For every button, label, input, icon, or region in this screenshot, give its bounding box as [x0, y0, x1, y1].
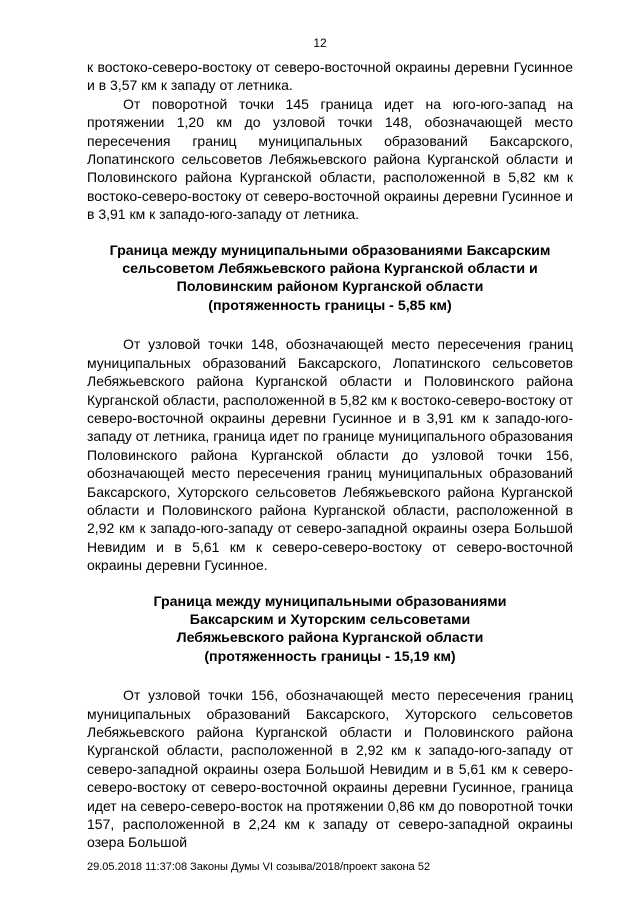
spacer: [87, 224, 573, 242]
document-body: [87, 58, 573, 852]
paragraph-continuation: к востоко-северо-востоку от северо-восточной окраины деревни Гусинное и в 3,57 км к западу от летника.: [87, 59, 573, 94]
page-number: 12: [313, 36, 327, 50]
spacer: [87, 666, 573, 686]
paragraph-node-156: От узловой точки 156, обозначающей место пересечения границ муниципальных образований Баксарского, Хуторского сельсоветов Лебяжьевского района Курганской области и Половинского района Курганской области, расположенной в 2,92 км к западо-юго-западу от северо-западной окраины озера Большой Невидим и в 5,61 км к северо-северо-востоку от северо-восточной окраины деревни Гусинное, граница идет на северо-северо-восток на протяжении 0,86 км до поворотной точки 157, расположенной в 2,24 км к западу от северо-западной окраины озера Большой: [87, 687, 573, 851]
heading-line: сельсоветом Лебяжьевского района Курганской области и: [122, 261, 538, 278]
spacer: [87, 575, 573, 593]
paragraph-node-148: От узловой точки 148, обозначающей место пересечения границ муниципальных образований Баксарского, Лопатинского сельсоветов Лебяжьевского района Курганской области и Половинского района Курганской области, расположенной в 5,82 км к востоко-северо-востоку от северо-восточной окраины деревни Гусинное и в 3,91 км к западо-юго-западу от летника, граница идет по границе муниципального образования Половинского района Курганской области до узловой точки 156, обозначающей место пересечения границ муниципальных образований Баксарского, Хуторского сельсоветов Лебяжьевского района Курганской области и Половинского района Курганской области, расположенной в 2,92 км к западо-юго-западу от северо-западной окраины озера Большой Невидим и в 5,61 км к северо-северо-востоку от северо-восточной окраины деревни Гусинное.: [87, 336, 573, 574]
heading-length: (протяженность границы - 5,85 км): [208, 297, 452, 314]
heading-line: Баксарским и Хуторским сельсоветами: [189, 611, 471, 628]
footer-stamp: 29.05.2018 11:37:08 Законы Думы VI созыва/2018/проект закона 52: [87, 861, 431, 873]
section-heading-baksar-polovinsky: [87, 242, 573, 316]
heading-line: Лебяжьевского района Курганской области: [176, 630, 484, 647]
heading-line: Граница между муниципальными образованиями Баксарским: [109, 242, 551, 259]
section-heading-baksar-khutorskoy: [87, 593, 573, 667]
heading-line: Половинским районом Курганской области: [176, 279, 484, 296]
paragraph-turning-point-145: От поворотной точки 145 граница идет на юго-юго-запад на протяжении 1,20 км до узловой точки 148, обозначающей место пересечения границ муниципальных образований Баксарского, Лопатинского сельсоветов Лебяжьевского района Курганской области и Половинского района Курганской области, расположенной в 5,82 км к востоко-северо-востоку от северо-восточной окраины деревни Гусинное и в 3,91 км к западо-юго-западу от летника.: [87, 95, 573, 223]
heading-line: Граница между муниципальными образованиями: [153, 593, 507, 610]
heading-length: (протяженность границы - 15,19 км): [204, 648, 456, 665]
spacer: [87, 315, 573, 335]
